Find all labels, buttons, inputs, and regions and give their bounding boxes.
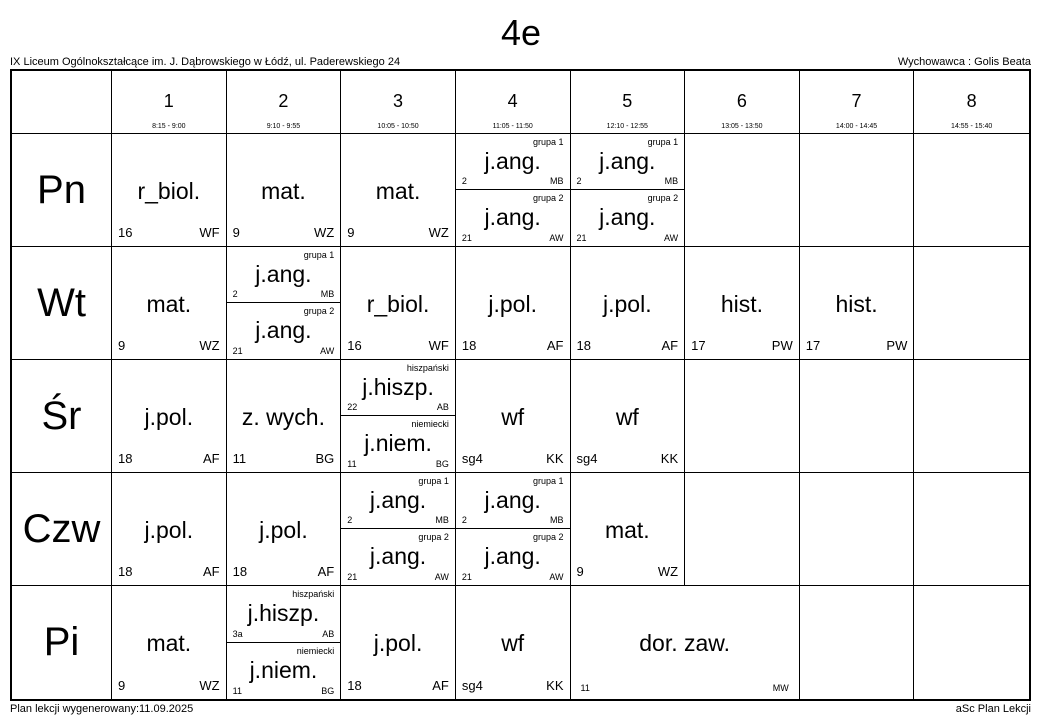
group-label: niemiecki — [296, 645, 335, 656]
group-lesson — [341, 529, 455, 585]
period-header-4 — [456, 71, 571, 134]
group-label: grupa 2 — [418, 532, 449, 542]
lesson-teacher: AB — [436, 402, 449, 412]
lesson-room: 21 — [461, 572, 472, 582]
lesson-cell — [227, 134, 342, 247]
lesson-subject: j.pol. — [259, 517, 308, 543]
lesson-room: 3a — [232, 628, 243, 639]
lesson-cell — [800, 247, 915, 360]
day-name: Czw — [22, 506, 101, 551]
lesson-room: 11 — [347, 459, 357, 469]
lesson — [112, 360, 226, 472]
lesson-subject: wf — [501, 630, 525, 656]
empty-cell — [685, 473, 800, 586]
group-label: hiszpański — [292, 589, 335, 599]
day-label-pn — [12, 134, 112, 247]
corner-cell — [12, 71, 112, 134]
lesson-subject: j.pol. — [603, 291, 652, 317]
lesson-subject: j.ang. — [484, 148, 541, 174]
period-number: 2 — [278, 91, 289, 111]
empty-cell — [914, 586, 1029, 699]
empty-cell — [914, 360, 1029, 473]
period-number: 1 — [163, 91, 174, 111]
lesson-teacher: KK — [660, 451, 679, 466]
day-name: Pn — [37, 167, 86, 212]
day-label-sr — [12, 360, 112, 473]
group-label: grupa 2 — [303, 306, 335, 316]
group-lesson — [456, 190, 570, 246]
lesson-cell — [112, 473, 227, 586]
timetable-grid — [10, 69, 1031, 701]
group-label: grupa 2 — [532, 193, 564, 203]
lesson-teacher: AW — [663, 233, 679, 243]
lesson-subject: j.hiszp. — [247, 600, 320, 626]
lesson-cell — [112, 247, 227, 360]
lesson-subject: mat. — [261, 178, 306, 204]
lesson-room: 21 — [232, 346, 243, 356]
lesson-subject: j.ang. — [255, 261, 312, 287]
lesson-subject: j.ang. — [599, 148, 656, 174]
lesson — [456, 247, 570, 359]
lesson-subject: mat. — [146, 291, 192, 317]
group-label: hiszpański — [406, 363, 449, 373]
lesson-room: 9 — [118, 678, 126, 693]
group-label: grupa 1 — [418, 476, 449, 486]
group-lesson — [456, 473, 570, 529]
lesson-teacher: KK — [546, 678, 564, 693]
lesson-subject: j.pol. — [144, 517, 194, 543]
empty-cell — [685, 360, 800, 473]
lesson-teacher: AW — [434, 572, 449, 582]
group-label: niemiecki — [411, 419, 449, 429]
group-lesson — [227, 586, 341, 643]
lesson-room: 16 — [118, 225, 133, 240]
period-time: 9:10 - 9:55 — [266, 123, 301, 130]
lesson-teacher: WZ — [428, 225, 449, 240]
lesson-subject: dor. zaw. — [639, 630, 731, 656]
lesson-teacher: PW — [771, 338, 793, 353]
lesson-room: 17 — [691, 338, 706, 353]
lesson-room: 17 — [805, 338, 821, 353]
lesson-room: 18 — [461, 338, 477, 353]
group-lesson — [227, 303, 341, 359]
lesson-subject: wf — [501, 404, 525, 430]
class-title: 4e — [500, 12, 542, 53]
period-number: 7 — [851, 91, 862, 111]
lesson — [341, 134, 455, 246]
lesson — [341, 586, 455, 699]
lesson-teacher: MW — [772, 683, 789, 693]
lesson-teacher: AF — [661, 338, 679, 353]
group-label: grupa 1 — [532, 137, 564, 147]
form-teacher: Wychowawca : Golis Beata — [897, 56, 1031, 68]
lesson — [112, 134, 226, 246]
lesson-subject: j.niem. — [249, 656, 318, 683]
lesson-subject: j.ang. — [599, 204, 656, 230]
period-header-2 — [227, 71, 342, 134]
lesson — [456, 360, 570, 472]
lesson-room: 21 — [347, 572, 358, 582]
lesson-teacher: BG — [435, 459, 449, 469]
lesson-teacher: AB — [322, 628, 335, 639]
lesson-cell-split — [456, 134, 571, 247]
empty-cell — [685, 134, 800, 247]
lesson-room: 2 — [232, 289, 238, 299]
lesson-room: 2 — [576, 176, 582, 186]
lesson-room: 9 — [232, 225, 240, 240]
lesson-subject: mat. — [604, 517, 650, 543]
group-lesson — [456, 529, 570, 585]
school-name: IX Liceum Ogólnokształcące im. J. Dąbrowskiego w Łódź, ul. Paderewskiego 24 — [10, 56, 401, 68]
lesson-cell — [456, 247, 571, 360]
day-name: Wt — [37, 280, 86, 325]
group-lesson — [341, 473, 455, 529]
period-header-5 — [571, 71, 686, 134]
lesson — [227, 134, 341, 246]
lesson-subject: j.ang. — [484, 543, 541, 569]
lesson-subject: hist. — [835, 291, 878, 317]
footer-app-name: aSc Plan Lekcji — [955, 703, 1031, 715]
lesson-room: 21 — [461, 233, 472, 243]
group-label: grupa 2 — [647, 193, 679, 203]
period-number: 8 — [966, 91, 977, 111]
group-label: grupa 1 — [532, 476, 564, 486]
group-lesson — [571, 190, 685, 246]
lesson-cell — [112, 134, 227, 247]
lesson-room: 9 — [347, 225, 355, 240]
lesson — [227, 360, 341, 472]
lesson-cell-split — [341, 473, 456, 586]
lesson-teacher: WZ — [657, 564, 679, 579]
lesson-subject: j.ang. — [484, 204, 541, 230]
lesson — [227, 473, 341, 585]
lesson-teacher: AW — [320, 346, 335, 356]
lesson-subject: j.pol. — [373, 630, 423, 656]
group-lesson — [227, 247, 341, 303]
lesson-cell-split — [456, 473, 571, 586]
lesson-subject: j.ang. — [369, 543, 427, 569]
lesson-teacher: AF — [432, 678, 449, 693]
lesson-cell-split — [341, 360, 456, 473]
lesson — [456, 586, 570, 699]
lesson-subject: z. wych. — [241, 404, 325, 430]
lesson-cell — [685, 247, 800, 360]
day-label-wt — [12, 247, 112, 360]
lesson-teacher: AF — [317, 564, 335, 579]
lesson-teacher: KK — [546, 451, 564, 466]
lesson-cell-split — [227, 247, 342, 360]
period-header-7 — [800, 71, 915, 134]
lesson-cell — [341, 134, 456, 247]
lesson — [800, 247, 914, 359]
lesson-subject: mat. — [375, 178, 421, 204]
lesson-room: sg4 — [461, 678, 483, 693]
lesson-subject: r_biol. — [137, 178, 201, 204]
period-number: 6 — [736, 91, 747, 111]
period-time: 8:15 - 9:00 — [152, 123, 186, 130]
lesson-cell — [227, 473, 342, 586]
lesson-room: 21 — [576, 233, 587, 243]
lesson-room: sg4 — [461, 451, 483, 466]
group-lesson — [456, 134, 570, 190]
lesson — [112, 473, 226, 585]
lesson — [112, 247, 226, 359]
lesson-teacher: AF — [203, 451, 220, 466]
lesson-subject: hist. — [720, 291, 764, 317]
lesson-room: 9 — [576, 564, 584, 579]
lesson-teacher: AW — [549, 233, 564, 243]
lesson — [571, 473, 685, 585]
day-label-czw — [12, 473, 112, 586]
period-number: 3 — [393, 91, 404, 111]
group-lesson — [227, 643, 341, 700]
lesson-cell — [571, 473, 686, 586]
period-time: 12:10 - 12:55 — [606, 123, 648, 130]
lesson-room: 11 — [232, 686, 242, 696]
lesson-cell-double — [571, 586, 800, 699]
group-lesson — [341, 360, 455, 416]
empty-cell — [800, 473, 915, 586]
lesson-cell — [456, 360, 571, 473]
lesson-teacher: WF — [199, 225, 220, 240]
lesson-room: 16 — [347, 338, 362, 353]
lesson-teacher: WZ — [314, 225, 335, 240]
lesson — [112, 586, 226, 699]
group-lesson — [341, 416, 455, 472]
lesson-room: 18 — [118, 564, 133, 579]
empty-cell — [914, 247, 1029, 360]
lesson-subject: mat. — [146, 630, 192, 656]
lesson-cell — [456, 586, 571, 699]
empty-cell — [800, 586, 915, 699]
lesson-cell — [112, 360, 227, 473]
group-label: grupa 2 — [532, 532, 564, 542]
lesson-teacher: MB — [435, 515, 449, 525]
empty-cell — [800, 360, 915, 473]
lesson-teacher: MB — [664, 176, 679, 186]
lesson — [685, 247, 799, 359]
lesson-teacher: BG — [321, 686, 335, 696]
lesson-subject: j.ang. — [369, 487, 427, 513]
lesson-cell — [112, 586, 227, 699]
period-time: 10:05 - 10:50 — [377, 123, 419, 130]
empty-cell — [914, 134, 1029, 247]
lesson-teacher: WZ — [199, 678, 220, 693]
lesson-teacher: AW — [549, 572, 564, 582]
lesson-teacher: MB — [550, 515, 564, 525]
lesson-room: 11 — [580, 683, 590, 693]
lesson-teacher: AF — [546, 338, 564, 353]
group-lesson — [571, 134, 685, 190]
period-header-8 — [914, 71, 1029, 134]
period-time: 14:55 - 15:40 — [951, 123, 993, 130]
lesson-room: 18 — [118, 451, 133, 466]
period-number: 5 — [622, 91, 633, 111]
day-name: Pi — [43, 620, 80, 664]
lesson-cell-split — [227, 586, 342, 699]
lesson-subject: j.pol. — [144, 404, 194, 430]
lesson-room: sg4 — [576, 451, 598, 466]
period-header-6 — [685, 71, 800, 134]
empty-cell — [914, 473, 1029, 586]
lesson — [571, 247, 685, 359]
lesson-cell — [571, 247, 686, 360]
lesson-room: 11 — [232, 451, 247, 466]
lesson-room: 9 — [118, 338, 126, 353]
lesson-subject: wf — [615, 404, 639, 430]
lesson-room: 18 — [232, 564, 248, 579]
lesson-room: 2 — [347, 515, 353, 525]
lesson-cell — [341, 586, 456, 699]
group-label: grupa 1 — [647, 137, 679, 147]
period-time: 13:05 - 13:50 — [721, 123, 763, 130]
lesson-teacher: WZ — [199, 338, 220, 353]
lesson-room: 2 — [461, 515, 467, 525]
lesson-teacher: WF — [428, 338, 449, 353]
day-label-pi — [12, 586, 112, 699]
lesson-teacher: AF — [203, 564, 220, 579]
lesson-teacher: MB — [320, 289, 335, 299]
lesson-cell-split — [571, 134, 686, 247]
empty-cell — [800, 134, 915, 247]
period-time: 14:00 - 14:45 — [835, 123, 878, 130]
lesson — [571, 360, 685, 472]
lesson-room: 18 — [576, 338, 591, 353]
lesson-subject: j.hiszp. — [362, 374, 434, 400]
lesson-teacher: MB — [550, 176, 564, 186]
lesson-subject: j.niem. — [364, 430, 432, 456]
period-number: 4 — [507, 91, 518, 111]
group-label: grupa 1 — [303, 250, 335, 260]
lesson-subject: j.ang. — [255, 317, 312, 343]
lesson-subject: r_biol. — [366, 291, 430, 317]
lesson-room: 2 — [461, 176, 467, 186]
lesson-cell — [571, 360, 686, 473]
lesson-subject: j.ang. — [484, 487, 541, 513]
lesson — [341, 247, 455, 359]
lesson-room: 22 — [347, 402, 358, 412]
lesson-teacher: PW — [886, 338, 908, 353]
day-name: Śr — [41, 393, 82, 438]
lesson-cell — [227, 360, 342, 473]
lesson — [571, 586, 799, 699]
period-header-3 — [341, 71, 456, 134]
period-header-1 — [112, 71, 227, 134]
lesson-subject: j.pol. — [488, 291, 537, 317]
lesson-room: 18 — [347, 678, 362, 693]
footer-generated-date: Plan lekcji wygenerowany:11.09.2025 — [10, 703, 194, 715]
lesson-cell — [341, 247, 456, 360]
lesson-teacher: BG — [315, 451, 335, 466]
period-time: 11:05 - 11:50 — [492, 123, 533, 130]
